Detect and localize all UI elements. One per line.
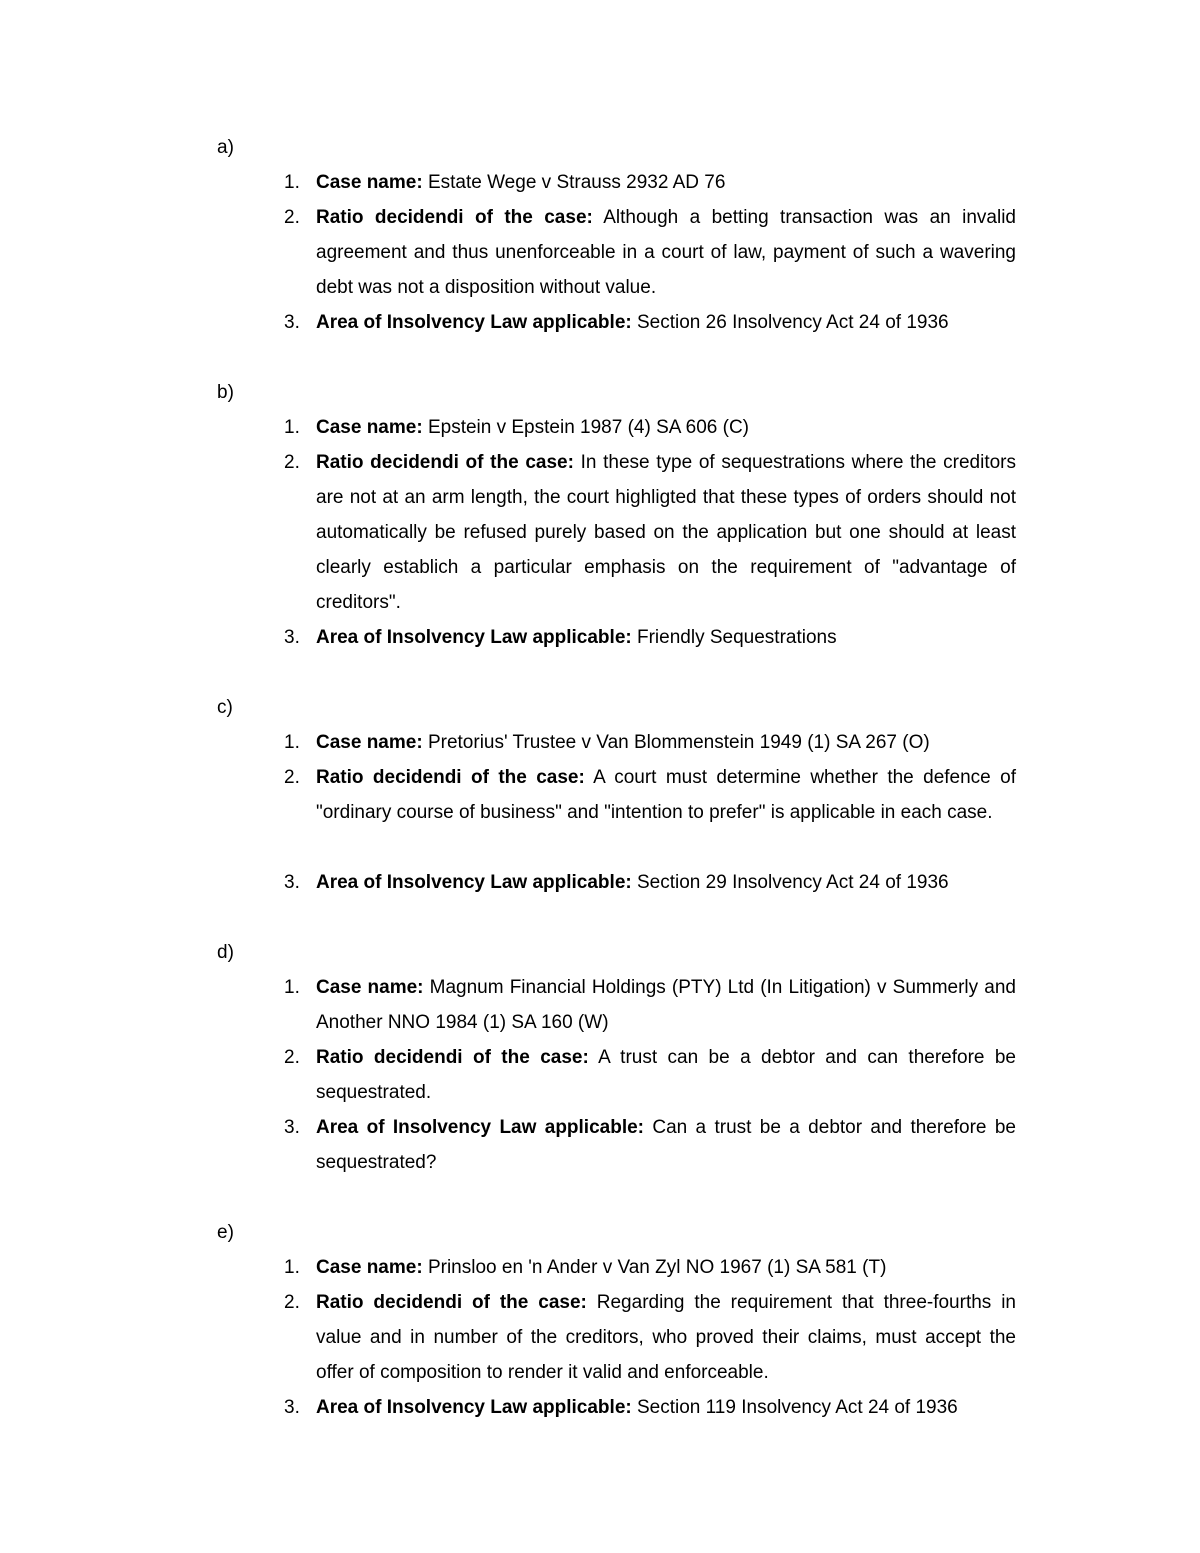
list-number: 1.	[284, 172, 300, 193]
item-label: Ratio decidendi of the case:	[316, 1292, 587, 1313]
item-label: Case name:	[316, 977, 424, 998]
item-value: Prinsloo en 'n Ander v Van Zyl NO 1967 (1) SA 581 (T)	[422, 1257, 887, 1278]
section-label: c)	[217, 697, 233, 718]
item-text	[316, 620, 1016, 655]
list-number: 2.	[284, 767, 300, 788]
item-value: In these type of sequestrations where the creditors are not at an arm length, the court highligted that these types of orders should not automatically be refused purely based on the application but one should at least clearly establich a particular emphasis on the requirement of "advantage of creditors".	[316, 452, 1017, 613]
list-number: 1.	[284, 417, 300, 438]
item-text	[316, 1250, 1016, 1285]
item-text	[316, 1390, 1016, 1425]
item-label: Area of Insolvency Law applicable:	[316, 1117, 644, 1138]
section-label: b)	[217, 382, 234, 403]
item-label: Area of Insolvency Law applicable:	[316, 1397, 632, 1418]
item-value: Section 119 Insolvency Act 24 of 1936	[631, 1397, 958, 1418]
section-label: d)	[217, 942, 234, 963]
item-text	[316, 445, 1016, 620]
item-text	[316, 410, 1016, 445]
list-number: 1.	[284, 732, 300, 753]
item-text	[316, 865, 1016, 900]
item-label: Ratio decidendi of the case:	[316, 207, 593, 228]
list-number: 3.	[284, 1397, 300, 1418]
list-number: 3.	[284, 872, 300, 893]
item-label: Ratio decidendi of the case:	[316, 452, 574, 473]
list-number: 1.	[284, 977, 300, 998]
item-label: Case name:	[316, 1257, 423, 1278]
item-text	[316, 1110, 1016, 1180]
item-value: Can a trust be a debtor and therefore be sequestrated?	[316, 1117, 1016, 1173]
item-text	[316, 760, 1016, 830]
item-value: A court must determine whether the defence of "ordinary course of business" and "intention to prefer" is applicable in each case.	[316, 767, 1016, 823]
item-label: Ratio decidendi of the case:	[316, 1047, 589, 1068]
item-text	[316, 970, 1016, 1040]
section-label: a)	[217, 137, 234, 158]
list-number: 2.	[284, 1292, 300, 1313]
item-label: Area of Insolvency Law applicable:	[316, 312, 632, 333]
item-text	[316, 305, 1016, 340]
item-value: Although a betting transaction was an invalid agreement and thus unenforceable in a court of law, payment of such a wavering debt was not a disposition without value.	[316, 207, 1016, 298]
item-label: Case name:	[316, 417, 423, 438]
item-label: Case name:	[316, 732, 423, 753]
list-number: 2.	[284, 1047, 300, 1068]
item-value: Regarding the requirement that three-fourths in value and in number of the creditors, who proved their claims, must accept the offer of composition to render it valid and enforceable.	[316, 1292, 1016, 1383]
list-number: 3.	[284, 627, 300, 648]
list-number: 3.	[284, 312, 300, 333]
item-value: Friendly Sequestrations	[631, 627, 837, 648]
item-value: A trust can be a debtor and can therefore be sequestrated.	[316, 1047, 1016, 1103]
item-label: Area of Insolvency Law applicable:	[316, 627, 632, 648]
item-label: Area of Insolvency Law applicable:	[316, 872, 632, 893]
list-number: 2.	[284, 207, 300, 228]
item-label: Case name:	[316, 172, 423, 193]
section-label: e)	[217, 1222, 234, 1243]
item-text	[316, 725, 1016, 760]
item-value: Pretorius' Trustee v Van Blommenstein 1949 (1) SA 267 (O)	[422, 732, 930, 753]
item-value: Epstein v Epstein 1987 (4) SA 606 (C)	[422, 417, 750, 438]
item-text	[316, 1285, 1016, 1390]
item-value: Magnum Financial Holdings (PTY) Ltd (In Litigation) v Summerly and Another NNO 1984 (1) SA 160 (W)	[316, 977, 1016, 1033]
item-text	[316, 165, 1016, 200]
item-value: Estate Wege v Strauss 2932 AD 76	[422, 172, 726, 193]
item-value: Section 26 Insolvency Act 24 of 1936	[631, 312, 949, 333]
list-number: 2.	[284, 452, 300, 473]
item-value: Section 29 Insolvency Act 24 of 1936	[631, 872, 949, 893]
list-number: 3.	[284, 1117, 300, 1138]
item-text	[316, 200, 1016, 305]
item-label: Ratio decidendi of the case:	[316, 767, 585, 788]
list-number: 1.	[284, 1257, 300, 1278]
item-text	[316, 1040, 1016, 1110]
